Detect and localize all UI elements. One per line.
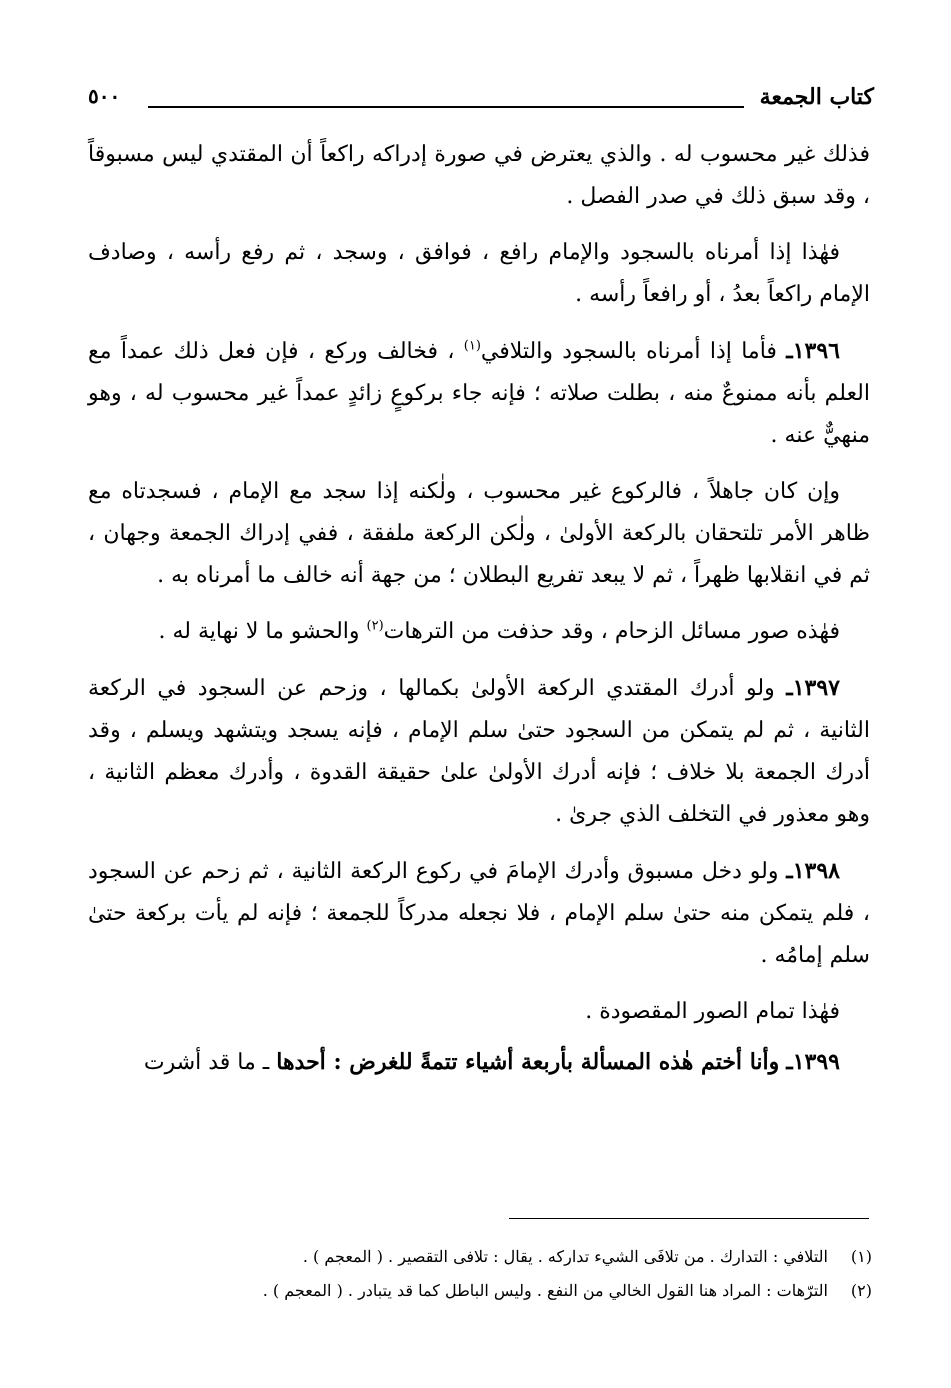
paragraph-text: ولو دخل مسبوق وأدرك الإمامَ في ركوع الركعة الثانية ، ثم زحم عن السجود ، فلم يتمكن منه حتىٰ سلم الإمام ، فلا نجعله مدركاً للجمعة ؛ فإنه لم يأت بركعة حتىٰ سلم إمامُه . — [88, 859, 870, 968]
paragraph — [88, 471, 870, 597]
page-number: ٥٠٠ — [88, 84, 121, 108]
paragraph-text: ـ ما قد أشرت — [143, 1050, 277, 1075]
footnote-number: (٢) — [850, 1281, 872, 1300]
footnote-text: الترّهات : المراد هنا القول الخالي من النفع . وليس الباطل كما قد يتبادر . ( المعجم ) . — [262, 1281, 828, 1300]
header-rule — [148, 106, 744, 108]
paragraph-text: والحشو ما لا نهاية له . — [158, 619, 367, 644]
paragraph-text: فهٰذا تمام الصور المقصودة . — [585, 999, 840, 1024]
paragraph-text: وأنا أختم هٰذه المسألة بأربعة أشياء تتمةً للغرض : أحدها — [276, 1049, 780, 1075]
numbered-paragraph — [88, 330, 870, 457]
chapter-title: كتاب الجمعة — [759, 84, 874, 110]
main-text — [88, 134, 870, 1098]
numbered-paragraph — [88, 850, 870, 977]
footnote-ref: (١) — [463, 338, 481, 354]
running-header — [88, 84, 874, 124]
paragraph — [88, 134, 870, 218]
numbered-paragraph — [88, 1041, 870, 1084]
paragraph-text: ، فخالف وركع ، فإن فعل ذلك عمداً مع العلم بأنه ممنوعٌ منه ، بطلت صلاته ؛ فإنه جاء بركوعٍ زائدٍ عمداً غير محسوب له ، وهو منهيٌّ عنه . — [88, 339, 870, 448]
paragraph-number: ١٣٩٩ـ — [786, 1049, 840, 1075]
numbered-paragraph — [88, 667, 870, 836]
paragraph-number: ١٣٩٧ـ — [786, 675, 840, 701]
footnote-number: (١) — [850, 1247, 872, 1266]
footnote-ref: (٢) — [366, 618, 384, 634]
paragraph — [88, 611, 870, 653]
paragraph-text: ولو أدرك المقتدي الركعة الأولىٰ بكمالها ، وزحم عن السجود في الركعة الثانية ، ثم لم يتمكن من السجود حتىٰ سلم الإمام ، فإنه يسجد ويتشهد ويسلم ، وقد أدرك الجمعة بلا خلاف ؛ فإنه أدرك الأولىٰ علىٰ حقيقة القدوة ، وأدرك معظم الثانية ، وهو معذور في التخلف الذي جرىٰ . — [88, 676, 870, 827]
paragraph — [88, 232, 870, 316]
paragraph-text: فهٰذا إذا أمرناه بالسجود والإمام رافع ، فوافق ، وسجد ، ثم رفع رأسه ، وصادف الإمام راكعاً بعدُ ، أو رافعاً رأسه . — [88, 240, 870, 307]
paragraph — [88, 991, 870, 1033]
footnotes — [110, 1240, 872, 1308]
paragraph-text: فهٰذه صور مسائل الزحام ، وقد حذفت من الترهات — [383, 619, 840, 644]
footnote — [110, 1240, 872, 1274]
footnote — [110, 1274, 872, 1308]
paragraph-text: فأما إذا أمرناه بالسجود والتلافي — [480, 339, 777, 364]
paragraph-number: ١٣٩٨ـ — [786, 858, 840, 884]
footnote-separator — [509, 1218, 869, 1219]
footnote-text: التلافي : التدارك . من تلافَى الشيء تداركه . يقال : تلافى التقصير . ( المعجم ) . — [302, 1247, 828, 1266]
paragraph-number: ١٣٩٦ـ — [786, 338, 840, 364]
paragraph-text: وإن كان جاهلاً ، فالركوع غير محسوب ، ولٰكنه إذا سجد مع الإمام ، فسجدتاه مع ظاهر الأمر تلتحقان بالركعة الأولىٰ ، ولٰكن الركعة ملفقة ، ففي إدراك الجمعة وجهان ، ثم في انقلابها ظهراً ، ثم لا يبعد تفريع البطلان ؛ من جهة أنه خالف ما أمرناه به . — [88, 479, 870, 588]
paragraph-text: فذلك غير محسوب له . والذي يعترض في صورة إدراكه راكعاً أن المقتدي ليس مسبوقاً ، وقد سبق ذلك في صدر الفصل . — [88, 142, 870, 209]
